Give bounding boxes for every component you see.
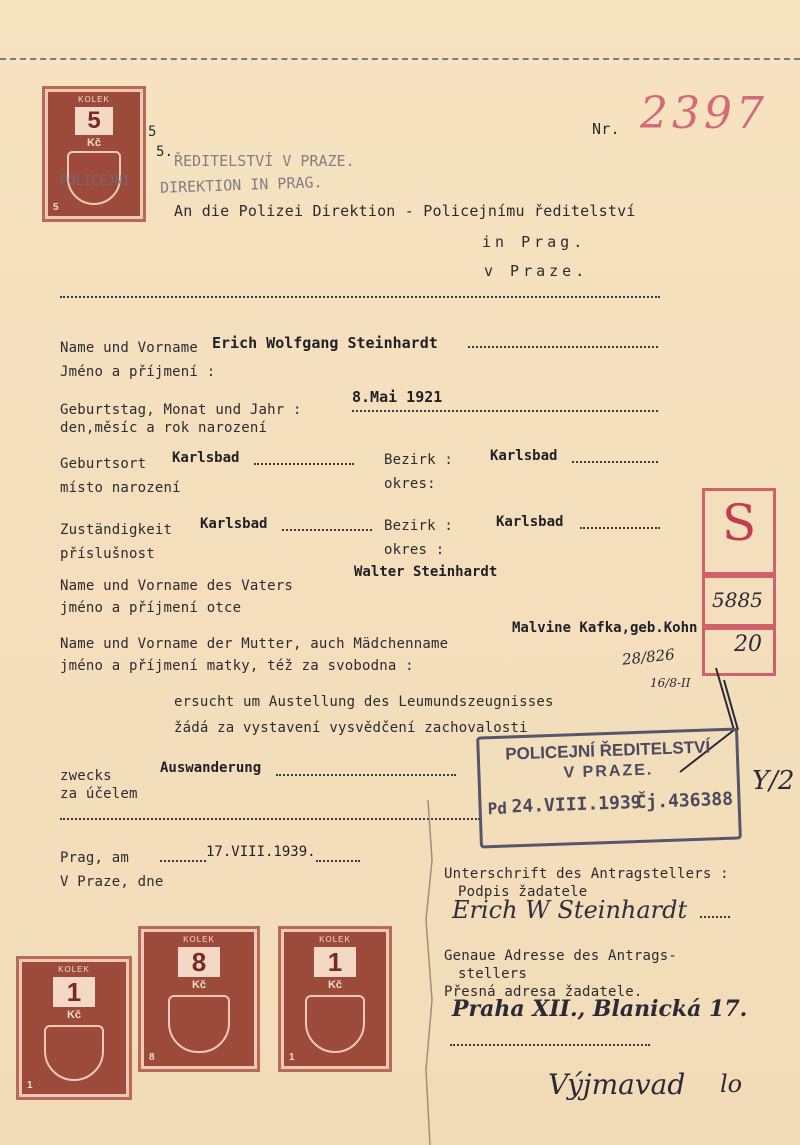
stamp-currency: Kč [327,979,343,991]
police-office-stamp [476,727,742,848]
date-value: 17.VIII.1939. [206,844,316,860]
purpose-value: Auswanderung [160,760,262,776]
purpose-dots-2 [60,818,480,820]
address-label-cz: Přesná adresa žadatele. [444,984,643,1000]
domicile-dots [282,529,372,531]
purpose-label-cz: za účelem [60,786,138,802]
stamp-currency: Kč [66,1009,82,1021]
registry-number: 2397 [640,88,768,139]
stamp-value: 8 [178,947,220,977]
district-label-de: Bezirk : [384,452,454,468]
mother-value: Malvine Kafka,geb.Kohn [512,620,698,636]
revenue-stamp-1-left [16,956,132,1100]
stamp-top-text: KOLEK [58,965,90,974]
lion-shield-icon [44,1025,104,1081]
addressee-line: An die Polizei Direktion - Policejnímu ředitelství [174,202,636,220]
office-stamp-date: 24.VIII.1939 [511,791,642,818]
city-de: in Prag. [482,233,587,251]
birthplace-label-de: Geburtsort [60,456,147,472]
number-5-b: 5. [156,144,174,160]
district-value: Karlsbad [490,448,558,464]
district2-label-de: Bezirk : [384,518,454,534]
place-label-cz: V Praze, dne [60,874,164,890]
birth-dots [352,410,658,412]
handwritten-note-2: lo [720,1070,743,1098]
top-perforation [0,58,800,62]
applicant-signature: Erich W Steinhardt [452,896,688,924]
handwritten-reference: 28/826 [621,645,676,669]
separator-dots [60,296,660,298]
father-label-cz: jméno a příjmení otce [60,600,242,616]
name-value: Erich Wolfgang Steinhardt [212,334,438,352]
purpose-dots [276,774,456,776]
birth-label-de: Geburtstag, Monat und Jahr : [60,402,302,418]
stamp-corner-value: 1 [27,1080,33,1091]
stamp-corner-value: 1 [289,1052,295,1063]
office-stamp-line1: POLICEJNÍ ŘEDITELSTVÍ [504,737,711,764]
lion-shield-icon [305,995,365,1053]
district-dots [572,461,658,463]
district2-value: Karlsbad [496,514,564,530]
address-label-de1: Genaue Adresse des Antrags- [444,948,677,964]
stamp-corner-value: 5 [53,202,59,213]
handwritten-date: 16/8-II [650,676,691,690]
request-line-de: ersucht um Austellung des Leumundszeugnisses [174,694,554,710]
side-mark: Y/2 [752,766,795,796]
stamp-top-text: KOLEK [183,935,215,944]
revenue-stamp-5 [42,86,146,222]
address-label-de2: stellers [458,966,528,982]
stamp-value: 5 [75,107,113,135]
revenue-stamp-8 [138,926,260,1072]
name-dots [468,346,658,348]
signature-dots [700,916,730,918]
number-label: Nr. [592,120,620,138]
birthplace-label-cz: místo narození [60,480,181,496]
stamp-corner-value: 8 [149,1052,155,1063]
domicile-label-cz: příslušnost [60,546,155,562]
red-box-number-value: 5885 [712,588,763,612]
place-label-de: Prag, am [60,850,130,866]
faint-stamp-left: POLICEJNÍ [60,174,131,189]
signature-label-de: Unterschrift des Antragstellers : [444,866,729,882]
birth-label-cz: den,měsíc a rok narození [60,420,268,436]
city-cz: v Praze. [484,262,589,280]
stamp-currency: Kč [191,979,207,991]
purpose-label-de: zwecks [60,768,112,784]
faint-stamp-line1: ŘEDITELSTVÍ V PRAZE. [174,152,355,170]
date-dots-a [160,860,206,862]
revenue-stamp-1-right [278,926,392,1072]
red-box-small-value: 20 [734,632,762,657]
office-stamp-number: Čj.436388 [635,788,734,814]
handwritten-note: Výjmavad [548,1068,686,1101]
request-line-cz: žádá za vystavení vysvědčení zachovalosti [174,720,528,736]
stamp-top-text: KOLEK [319,935,351,944]
red-letter-s: S [722,494,757,552]
name-label-de: Name und Vorname [60,340,199,356]
signature-label-cz: Podpis žadatele [458,884,588,900]
number-5-a: 5 [148,124,157,140]
stamp-currency: Kč [86,137,102,149]
paper-tear [420,800,440,1145]
mother-label-de: Name und Vorname der Mutter, auch Mädchenname [60,636,449,652]
date-dots-b [316,860,360,862]
name-label-cz: Jméno a příjmení : [60,364,216,380]
birthplace-value: Karlsbad [172,450,240,466]
faint-stamp-line2: DIREKTION IN PRAG. [159,173,323,197]
stamp-value: 1 [314,947,356,977]
district-label-cz: okres: [384,476,436,492]
applicant-address: Praha XII., Blanická 17. [452,996,748,1022]
district2-label-cz: okres : [384,542,445,558]
domicile-label-de: Zuständigkeit [60,522,173,538]
birth-value: 8.Mai 1921 [352,388,443,406]
address-dots [450,1044,650,1046]
office-stamp-prefix: Pd [487,798,508,819]
district2-dots [580,527,660,529]
lion-shield-icon [168,995,230,1053]
office-stamp-line2: V PRAZE. [563,761,654,782]
stamp-top-text: KOLEK [78,95,110,104]
domicile-value: Karlsbad [200,516,268,532]
mother-label-cz: jméno a příjmení matky, též za svobodna : [60,658,414,674]
birthplace-dots [254,463,354,465]
father-label-de: Name und Vorname des Vaters [60,578,293,594]
stamp-value: 1 [53,977,95,1007]
father-value: Walter Steinhardt [354,564,498,580]
